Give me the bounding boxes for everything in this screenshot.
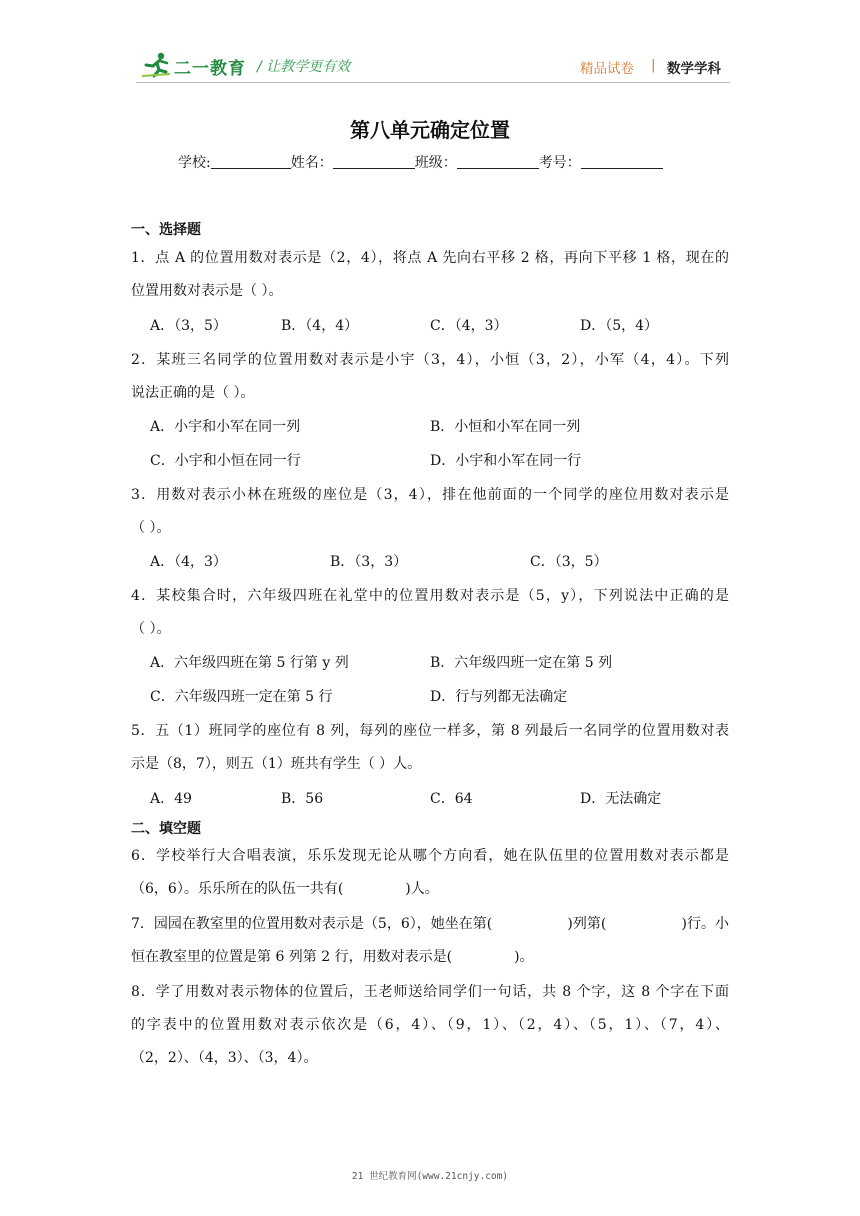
question-3-line-1: 3．用数对表示小林在班级的座位是（3，4），排在他前面的一个同学的座位用数对表示是 xyxy=(131,487,729,503)
q4-option-a[interactable]: A．六年级四班在第 5 行第 y 列 xyxy=(150,655,349,671)
question-5-line-1: 5．五（1）班同学的座位有 8 列，每列的座位一样多，第 8 列最后一名同学的位置用数对表 xyxy=(131,723,729,739)
question-2-line-1: 2．某班三名同学的位置用数对表示是小宇（3，4），小恒（3，2），小军（4，4）。下列 xyxy=(131,352,729,368)
school-label: 学校: xyxy=(178,155,211,171)
exam-no-label: 考号： xyxy=(538,155,581,171)
question-8-line-3: （2，2）、（4，3）、（3，4）。 xyxy=(131,1050,318,1066)
question-1-line-1: 1．点 A 的位置用数对表示是（2，4），将点 A 先向右平移 2 格，再向下平移 1 格，现在的 xyxy=(131,250,729,266)
name-blank[interactable] xyxy=(333,154,415,169)
premium-label: 精品试卷 xyxy=(580,61,634,77)
class-blank[interactable] xyxy=(457,154,539,169)
question-4-line-1: 4．某校集合时，六年级四班在礼堂中的位置用数对表示是（5，y），下列说法中正确的是 xyxy=(131,588,729,604)
q5-option-c[interactable]: C．64 xyxy=(430,791,473,807)
q5-option-a[interactable]: A．49 xyxy=(150,791,192,807)
subject-label: 数学学科 xyxy=(667,61,721,77)
page-title: 第八单元确定位置 xyxy=(350,118,510,142)
runner-logo-icon xyxy=(140,52,172,78)
q5-option-d[interactable]: D．无法确定 xyxy=(580,791,662,807)
question-4-line-2: （ ）。 xyxy=(131,621,171,637)
q1-option-b[interactable]: B．（4，4） xyxy=(281,318,359,334)
header-separator: | xyxy=(651,57,656,73)
q7-text-a: 7．园园在教室里的位置用数对表示是（5，6），她坐在第( xyxy=(131,916,493,932)
question-6-line-2 xyxy=(131,878,439,898)
q1-option-a[interactable]: A．（3，5） xyxy=(150,318,227,334)
q4-option-c[interactable]: C．六年级四班一定在第 5 行 xyxy=(150,689,333,705)
q7-text-b: )列第( xyxy=(567,916,607,932)
q4-option-d[interactable]: D．行与列都无法确定 xyxy=(430,689,568,705)
exam-no-blank[interactable] xyxy=(581,154,663,169)
student-info-line xyxy=(178,152,663,172)
q4-option-b[interactable]: B．六年级四班一定在第 5 列 xyxy=(430,655,613,671)
q5-option-b[interactable]: B．56 xyxy=(281,791,324,807)
question-1-line-2: 位置用数对表示是（ ）。 xyxy=(131,283,283,299)
q6-text-b: )人。 xyxy=(405,881,439,897)
q2-option-c[interactable]: C．小宇和小恒在同一行 xyxy=(150,453,301,469)
question-6-line-1: 6．学校举行大合唱表演，乐乐发现无论从哪个方向看，她在队伍里的位置用数对表示都是 xyxy=(131,848,729,864)
question-7-line-2 xyxy=(131,946,534,966)
question-7-line-1 xyxy=(131,913,729,933)
header-divider xyxy=(136,82,730,83)
q7-row-blank[interactable] xyxy=(613,913,675,933)
q2-option-b[interactable]: B．小恒和小军在同一列 xyxy=(430,419,581,435)
question-8-line-2: 的字表中的位置用数对表示依次是（6，4）、（9，1）、（2，4）、（5，1）、（7，4）、 xyxy=(131,1017,729,1033)
class-label: 班级： xyxy=(414,155,457,171)
q3-option-a[interactable]: A．（4，3） xyxy=(150,554,227,570)
question-5-line-2: 示是（8，7），则五（1）班共有学生（ ）人。 xyxy=(131,756,422,772)
question-2-line-2: 说法正确的是（ ）。 xyxy=(131,385,255,401)
q1-option-c[interactable]: C．（4，3） xyxy=(430,318,508,334)
school-blank[interactable] xyxy=(211,154,291,169)
q6-text-a: （6，6）。乐乐所在的队伍一共有( xyxy=(131,881,344,897)
q3-option-c[interactable]: C．（3，5） xyxy=(530,554,608,570)
q7-text-d: 恒在教室里的位置是第 6 列第 2 行，用数对表示是( xyxy=(131,949,453,965)
question-8-line-1: 8．学了用数对表示物体的位置后，王老师送给同学们一句话，共 8 个字，这 8 个字在下面 xyxy=(131,984,729,1000)
q3-option-b[interactable]: B．（3，3） xyxy=(330,554,408,570)
brand-slogan: / 让教学更有效 xyxy=(257,59,351,75)
q2-option-d[interactable]: D．小宇和小军在同一行 xyxy=(430,453,582,469)
section-heading-fill: 二、填空题 xyxy=(131,821,201,837)
section-heading-choice: 一、选择题 xyxy=(131,222,201,238)
q2-option-a[interactable]: A．小宇和小军在同一列 xyxy=(150,419,301,435)
q7-column-blank[interactable] xyxy=(499,913,561,933)
page-footer: 21 世纪教育网(www.21cnjy.com) xyxy=(351,1171,509,1182)
q1-option-d[interactable]: D．（5，4） xyxy=(580,318,659,334)
q7-text-c: )行。小 xyxy=(681,916,729,932)
name-label: 姓名： xyxy=(290,155,333,171)
brand-logo-text: 二一教育 xyxy=(174,59,246,79)
q7-text-e: )。 xyxy=(514,949,534,965)
question-3-line-2: （ ）。 xyxy=(131,520,171,536)
